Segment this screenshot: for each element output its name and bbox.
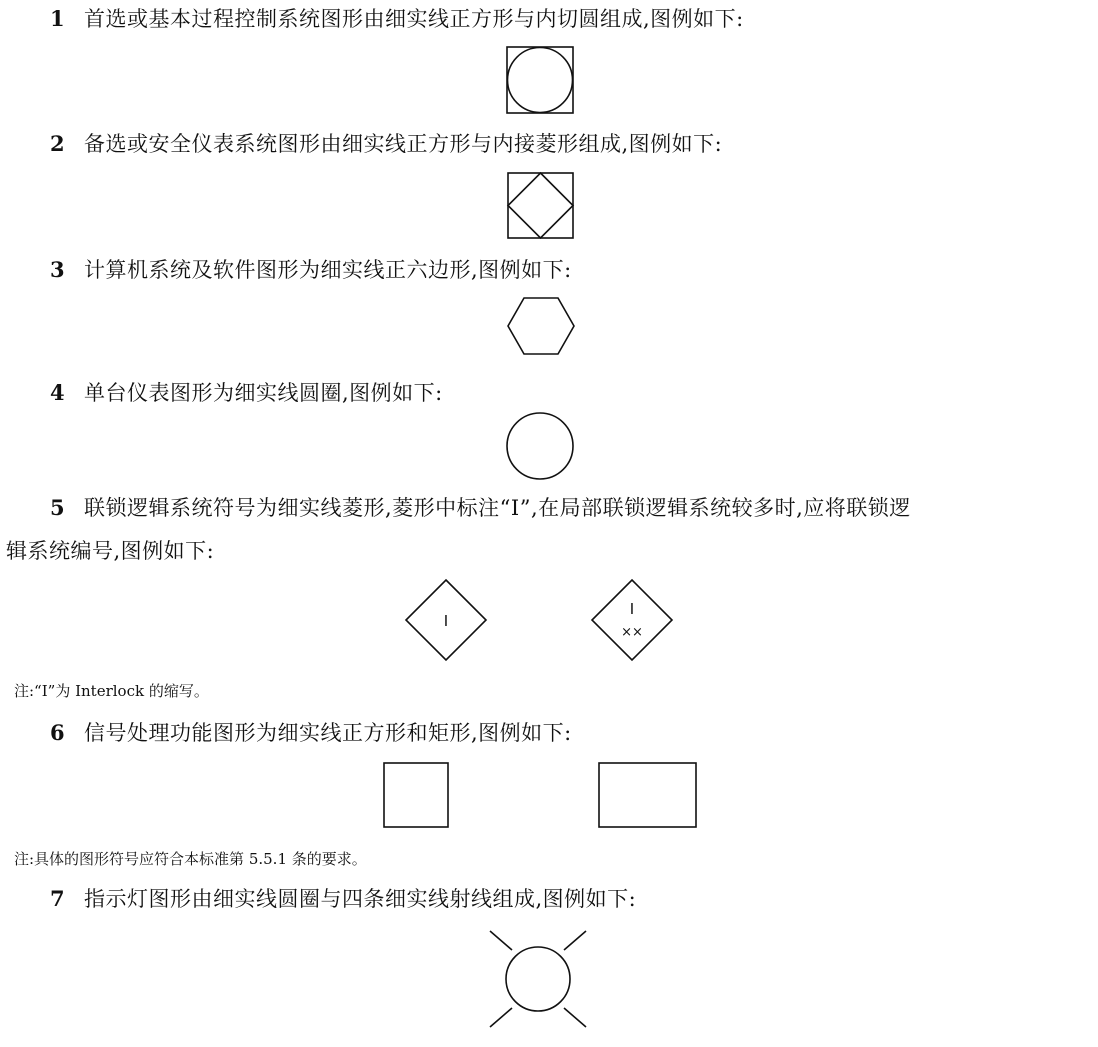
item-3 <box>50 255 572 285</box>
interlock-symbol <box>405 579 487 661</box>
sis-inscribed-diamond <box>508 173 573 238</box>
item-5-text-continued: 辑系统编号,图例如下: <box>6 539 215 563</box>
signal-note: 注:具体的图形符号应符合本标准第 5.5.1 条的要求。 <box>14 850 367 868</box>
numbered-interlock-label: I <box>629 600 635 618</box>
item-2 <box>50 129 722 159</box>
bpcs-symbol <box>506 46 574 114</box>
signal-processing-square-symbol <box>383 762 449 828</box>
item-3-number: 3 <box>50 257 66 282</box>
item-1 <box>50 4 744 34</box>
hexagon-shape <box>508 298 574 354</box>
item-1-number: 1 <box>50 6 66 31</box>
item-7 <box>50 884 636 914</box>
signal-square <box>384 763 448 827</box>
item-4-number: 4 <box>50 380 66 405</box>
indicator-circle <box>506 947 570 1011</box>
computer-system-symbol <box>507 297 575 355</box>
signal-rectangle <box>599 763 696 827</box>
item-6-text: 信号处理功能图形为细实线正方形和矩形,图例如下: <box>84 721 572 745</box>
instrument-circle <box>507 413 573 479</box>
indicator-light-symbol <box>486 927 590 1031</box>
indicator-ray-top-right <box>564 931 586 950</box>
indicator-ray-bottom-left <box>490 1008 512 1027</box>
indicator-ray-top-left <box>490 931 512 950</box>
item-2-number: 2 <box>50 131 66 156</box>
numbered-interlock-diamond <box>592 580 672 660</box>
interlock-label: I <box>443 612 449 630</box>
indicator-ray-bottom-right <box>564 1008 586 1027</box>
item-2-text: 备选或安全仪表系统图形由细实线正方形与内接菱形组成,图例如下: <box>84 132 723 156</box>
sis-symbol <box>507 172 574 239</box>
item-4-text: 单台仪表图形为细实线圆圈,图例如下: <box>84 381 443 405</box>
interlock-note: 注:“I”为 Interlock 的缩写。 <box>14 682 209 700</box>
item-5-continuation <box>6 536 214 566</box>
item-5-number: 5 <box>50 495 66 520</box>
signal-processing-rectangle-symbol <box>598 762 697 828</box>
item-1-text: 首选或基本过程控制系统图形由细实线正方形与内切圆组成,图例如下: <box>84 7 744 31</box>
item-4 <box>50 378 443 408</box>
sis-square <box>508 173 573 238</box>
item-5 <box>50 493 911 523</box>
item-7-text: 指示灯图形由细实线圆圈与四条细实线射线组成,图例如下: <box>84 887 637 911</box>
numbered-interlock-symbol <box>591 579 673 661</box>
bpcs-inscribed-circle <box>508 48 573 113</box>
item-6 <box>50 718 572 748</box>
item-5-text: 联锁逻辑系统符号为细实线菱形,菱形中标注“I”,在局部联锁逻辑系统较多时,应将联锁逻 <box>84 496 911 520</box>
single-instrument-symbol <box>506 412 574 480</box>
interlock-number-placeholder: ×× <box>621 625 643 640</box>
item-3-text: 计算机系统及软件图形为细实线正六边形,图例如下: <box>84 258 572 282</box>
item-6-number: 6 <box>50 720 66 745</box>
item-7-number: 7 <box>50 886 66 911</box>
